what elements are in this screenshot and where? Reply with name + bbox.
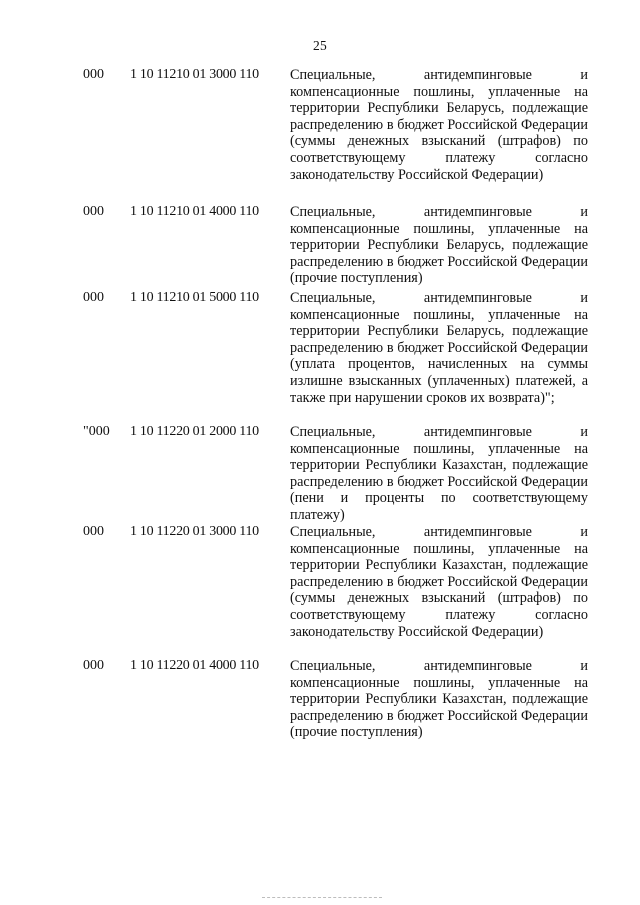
admin-code: 000 <box>83 290 104 305</box>
entry-description: Специальные, антидемпинговые и компенсационные пошлины, уплаченные на территории Республики Беларусь, подлежащие распределению в бюджет Российской Федерации (уплата процентов, начисленных на суммы излишне взысканных (уплаченных) платежей, а также при нарушении сроков их возврата)"; <box>290 290 588 406</box>
table-row <box>80 424 590 524</box>
table-row <box>80 524 590 658</box>
admin-code: 000 <box>83 524 104 539</box>
entry-description: Специальные, антидемпинговые и компенсационные пошлины, уплаченные на территории Республики Беларусь, подлежащие распределению в бюджет Российской Федерации (суммы денежных взысканий (штрафов) по соответствующему платежу согласно законодательству Российской Федерации) <box>290 67 588 183</box>
admin-code: 000 <box>83 658 104 673</box>
kbk-code: 1 10 11220 01 2000 110 <box>130 424 259 439</box>
admin-code: 000 <box>83 204 104 219</box>
kbk-code: 1 10 11220 01 4000 110 <box>130 658 259 673</box>
admin-code: "000 <box>83 424 110 439</box>
entry-description: Специальные, антидемпинговые и компенсационные пошлины, уплаченные на территории Республики Казахстан, подлежащие распределению в бюджет Российской Федерации (пени и проценты по соответствующему платежу) <box>290 424 588 523</box>
entry-description: Специальные, антидемпинговые и компенсационные пошлины, уплаченные на территории Республики Казахстан, подлежащие распределению в бюджет Российской Федерации (прочие поступления) <box>290 658 588 741</box>
kbk-code: 1 10 11210 01 5000 110 <box>130 290 259 305</box>
table-row <box>80 658 590 744</box>
table-row <box>80 204 590 290</box>
budget-classification-table <box>80 67 590 744</box>
scan-edge-mark <box>262 897 382 899</box>
page-number: 25 <box>313 38 327 53</box>
admin-code: 000 <box>83 67 104 82</box>
kbk-code: 1 10 11220 01 3000 110 <box>130 524 259 539</box>
table-row <box>80 290 590 424</box>
table-row <box>80 67 590 204</box>
kbk-code: 1 10 11210 01 3000 110 <box>130 67 259 82</box>
entry-description: Специальные, антидемпинговые и компенсационные пошлины, уплаченные на территории Республики Беларусь, подлежащие распределению в бюджет Российской Федерации (прочие поступления) <box>290 204 588 287</box>
entry-description: Специальные, антидемпинговые и компенсационные пошлины, уплаченные на территории Республики Казахстан, подлежащие распределению в бюджет Российской Федерации (суммы денежных взысканий (штрафов) по соответствующему платежу согласно законодательству Российской Федерации) <box>290 524 588 640</box>
kbk-code: 1 10 11210 01 4000 110 <box>130 204 259 219</box>
